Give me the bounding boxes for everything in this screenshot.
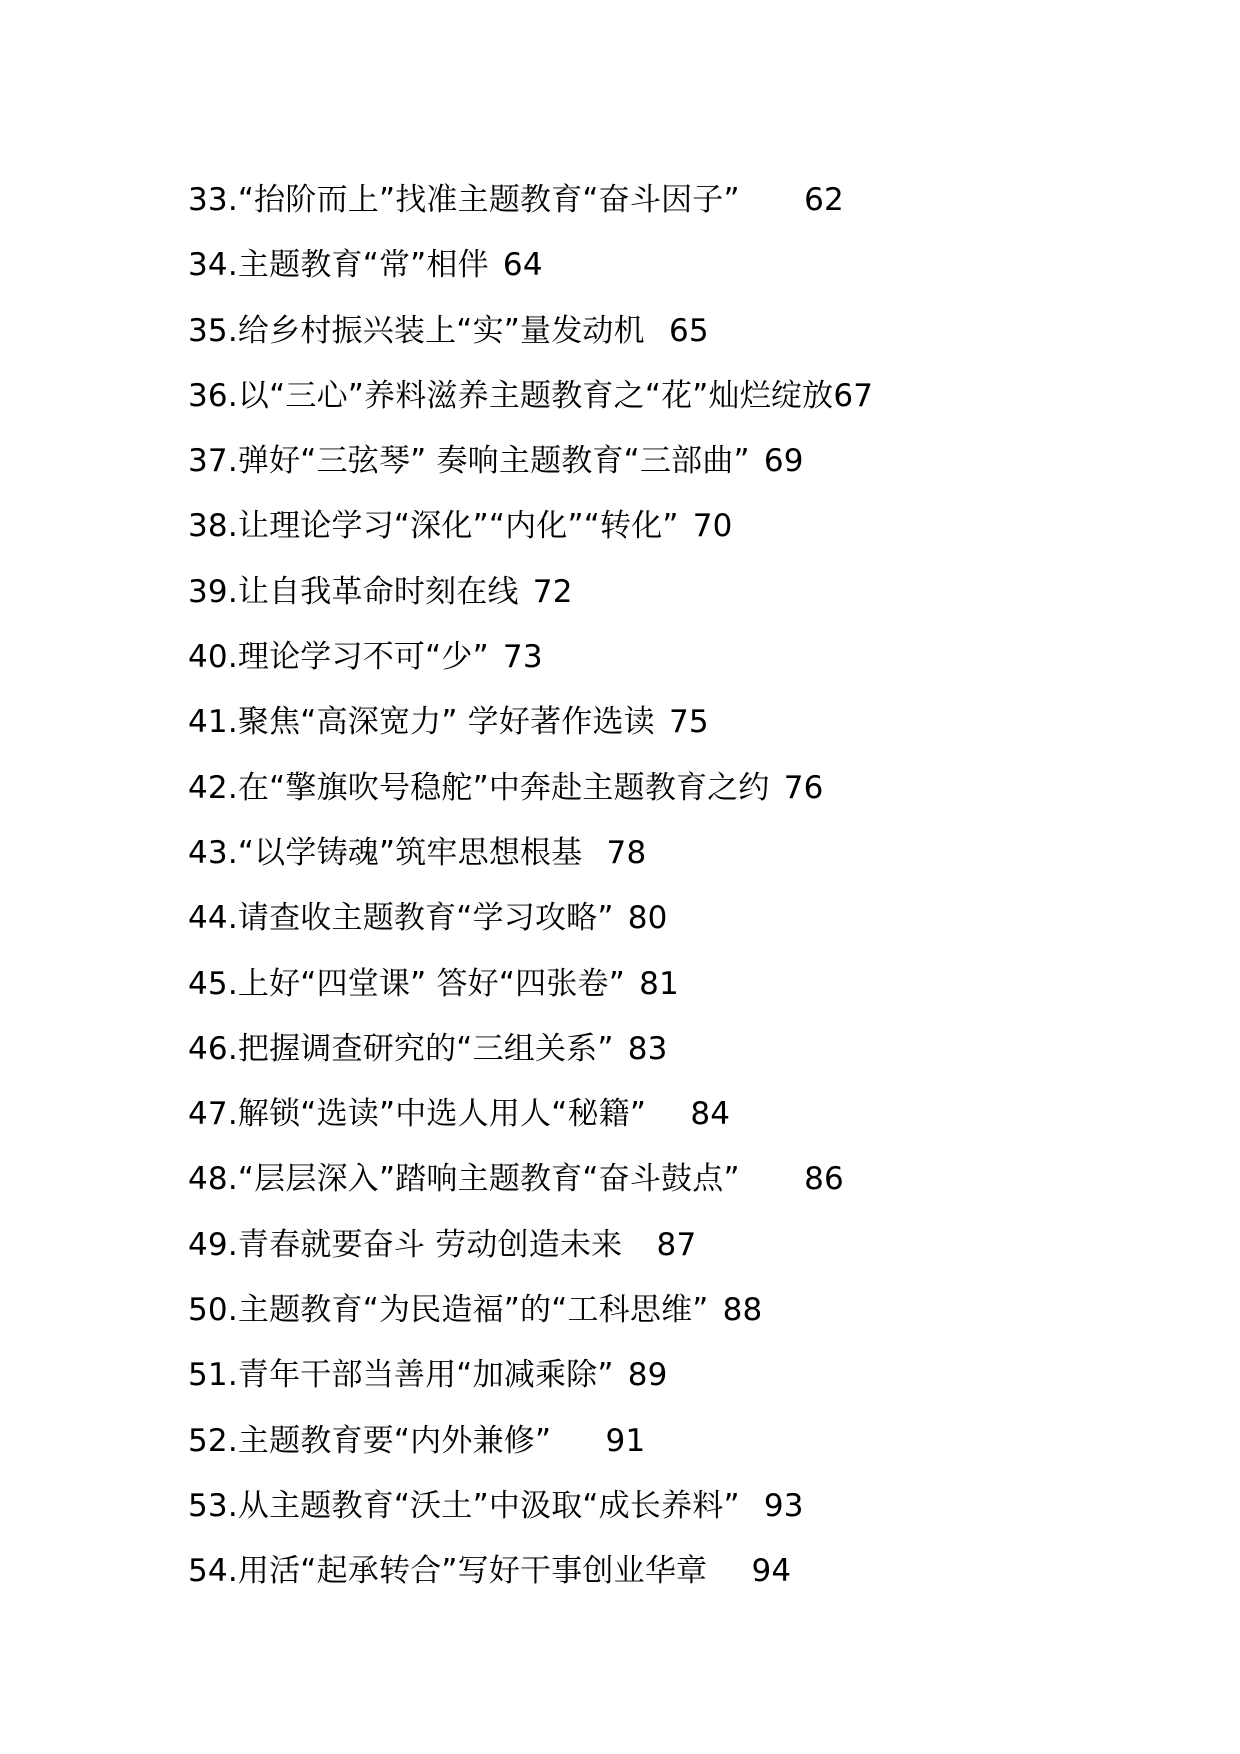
entry-number: 34.	[188, 247, 238, 284]
entry-title: 弹好“三弦琴” 奏响主题教育“三部曲”	[237, 443, 750, 480]
entry-title: “抬阶而上”找准主题教育“奋斗因子”	[237, 182, 740, 218]
entry-page-number: 88	[722, 1292, 763, 1329]
toc-entry-33	[188, 168, 873, 233]
entry-number: 44.	[188, 900, 238, 937]
toc-entry-53	[188, 1474, 873, 1539]
entry-title: “以学铸魂”筑牢思想根基	[237, 834, 583, 871]
entry-number: 46.	[188, 1030, 238, 1067]
entry-title: “层层深入”踏响主题教育“奋斗鼓点”	[237, 1161, 740, 1198]
entry-title: 主题教育要“内外兼修”	[237, 1422, 552, 1459]
toc-entry-39	[188, 560, 873, 625]
entry-number: 33.	[188, 182, 238, 218]
entry-number: 45.	[188, 965, 238, 1002]
toc-entry-36	[188, 364, 873, 429]
entry-page-number: 93	[763, 1487, 804, 1524]
entry-title: 上好“四堂课” 答好“四张卷”	[237, 965, 625, 1002]
toc-entry-37	[188, 429, 873, 494]
entry-number: 35.	[188, 312, 238, 349]
entry-title: 用活“起承转合”写好干事创业华章	[237, 1553, 708, 1590]
entry-page-number: 65	[668, 312, 709, 349]
entry-page-number: 86	[804, 1161, 844, 1198]
entry-page-number: 94	[751, 1553, 792, 1590]
entry-title: 青年干部当善用“加减乘除”	[237, 1357, 614, 1394]
entry-title: 让理论学习“深化”“内化”“转化”	[237, 508, 679, 545]
entry-page-number: 64	[502, 247, 543, 284]
entry-page-number: 73	[502, 639, 543, 676]
entry-title: 青春就要奋斗 劳动创造未来	[237, 1226, 623, 1263]
entry-number: 36.	[188, 377, 238, 414]
toc-entry-42	[188, 756, 873, 821]
table-of-contents	[188, 168, 873, 1605]
toc-entry-52	[188, 1409, 873, 1474]
toc-entry-34	[188, 233, 873, 298]
entry-number: 48.	[188, 1161, 238, 1198]
entry-title: 主题教育“为民造福”的“工科思维”	[237, 1292, 709, 1329]
entry-number: 39.	[188, 573, 238, 610]
entry-title: 在“擎旗吹号稳舵”中奔赴主题教育之约	[237, 769, 770, 806]
entry-number: 47.	[188, 1096, 238, 1133]
entry-number: 53.	[188, 1487, 238, 1524]
toc-entry-43	[188, 821, 873, 886]
entry-title: 让自我革命时刻在线	[237, 573, 519, 610]
entry-number: 50.	[188, 1292, 238, 1329]
toc-entry-40	[188, 625, 873, 690]
entry-title: 请查收主题教育“学习攻略”	[237, 900, 614, 937]
toc-entry-35	[188, 299, 873, 364]
entry-page-number: 84	[690, 1096, 731, 1133]
entry-page-number: 78	[606, 834, 647, 871]
entry-page-number: 87	[656, 1226, 697, 1263]
entry-title: 以“三心”养料滋养主题教育之“花”灿烂绽放	[237, 377, 834, 414]
toc-entry-51	[188, 1343, 873, 1408]
entry-page-number: 81	[639, 965, 679, 1002]
entry-page-number: 75	[668, 704, 709, 741]
entry-number: 42.	[188, 769, 238, 806]
entry-page-number: 91	[605, 1422, 646, 1459]
entry-page-number: 89	[627, 1357, 668, 1394]
entry-title: 主题教育“常”相伴	[237, 247, 489, 284]
entry-page-number: 72	[532, 573, 573, 610]
entry-page-number: 80	[627, 900, 668, 937]
entry-page-number: 69	[763, 443, 804, 480]
entry-number: 43.	[188, 834, 238, 871]
entry-title: 把握调查研究的“三组关系”	[237, 1030, 614, 1067]
entry-page-number: 76	[783, 769, 824, 806]
toc-entry-44	[188, 886, 873, 951]
entry-page-number: 67	[833, 377, 874, 414]
entry-title: 从主题教育“沃土”中汲取“成长养料”	[237, 1487, 740, 1524]
entry-number: 49.	[188, 1226, 238, 1263]
entry-number: 38.	[188, 508, 238, 545]
entry-number: 41.	[188, 704, 238, 741]
toc-entry-54	[188, 1539, 873, 1604]
entry-title: 理论学习不可“少”	[237, 639, 489, 676]
entry-title: 聚焦“高深宽力” 学好著作选读	[237, 704, 655, 741]
entry-number: 51.	[188, 1357, 238, 1394]
toc-entry-48	[188, 1147, 873, 1212]
entry-page-number: 83	[627, 1030, 668, 1067]
entry-number: 52.	[188, 1422, 238, 1459]
toc-entry-46	[188, 1017, 873, 1082]
entry-title: 给乡村振兴装上“实”量发动机	[237, 312, 645, 349]
toc-entry-45	[188, 952, 873, 1017]
toc-entry-38	[188, 494, 873, 559]
toc-entry-41	[188, 690, 873, 755]
entry-number: 40.	[188, 639, 238, 676]
toc-entry-47	[188, 1082, 873, 1147]
toc-entry-50	[188, 1278, 873, 1343]
entry-page-number: 70	[692, 508, 733, 545]
entry-number: 37.	[188, 443, 238, 480]
entry-page-number: 62	[804, 182, 844, 218]
entry-title: 解锁“选读”中选人用人“秘籍”	[237, 1096, 647, 1133]
toc-entry-49	[188, 1213, 873, 1278]
entry-number: 54.	[188, 1553, 238, 1590]
